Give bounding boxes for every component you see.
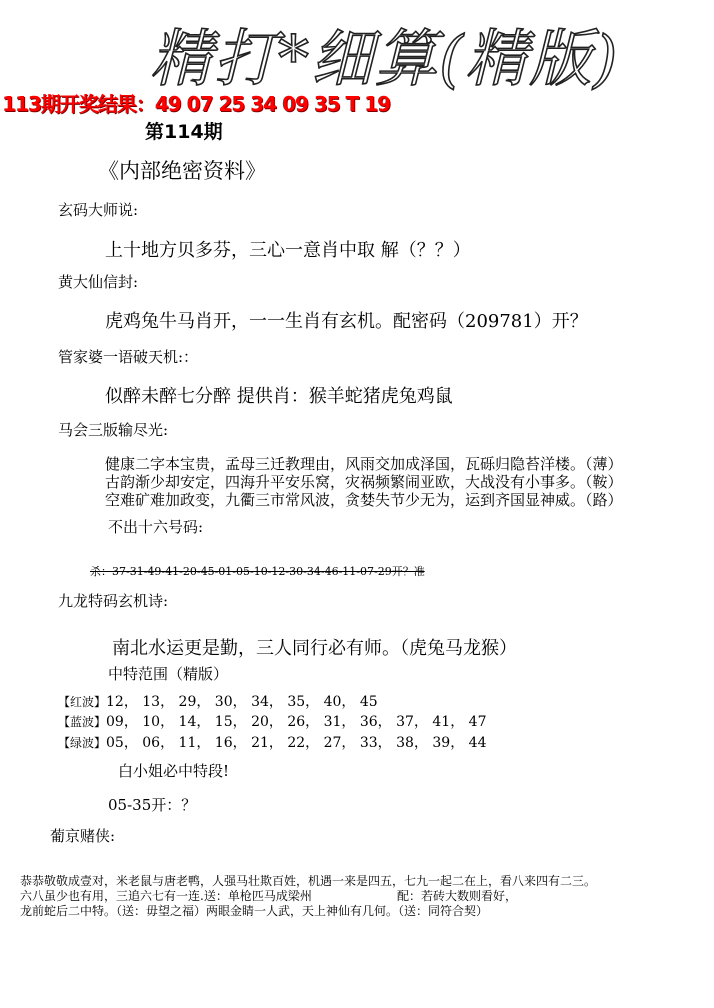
- aomen-label: 葡京赌侠:: [50, 827, 116, 845]
- jiulong-poem: 南北水运更是勤，三人同行必有师。（虎兔马龙猴）: [112, 638, 517, 659]
- wave-tag: 【红波】: [58, 695, 107, 709]
- aomen-line: 六八虽少也有用，三追六七有一连.送：单枪匹马成梁州: [20, 889, 312, 903]
- kill-numbers: 杀：37-31-49-41-20-45-01-05-10-12-30-34-46-11-07-29开？准: [90, 565, 425, 578]
- mahui-line: 古韵渐少却安定，四海升平安乐窝，灾祸频繁闹亚欧，大战没有小事多。（鞍）: [105, 473, 623, 491]
- wave-numbers: 09， 10， 14， 15， 20， 26， 31， 36， 37， 41， 47: [106, 714, 487, 730]
- issue-number: 第114期: [145, 121, 223, 143]
- wave-tag: 【绿波】: [58, 736, 107, 750]
- huang-label: 黄大仙信封:: [58, 273, 139, 291]
- wave-numbers: 05， 06， 11， 16， 21， 22， 27， 33， 38， 39， 44: [106, 735, 487, 751]
- banner-title: [150, 8, 620, 98]
- wave-tag: 【蓝波】: [58, 715, 107, 729]
- mahui-label: 马会三版输尽光:: [58, 421, 169, 439]
- not-out-label: 不出十六号码:: [108, 518, 204, 536]
- aomen-line: 配：若砖大数则看好，: [397, 889, 518, 903]
- mahui-line: 空难矿难加政变，九衢三市常风波，贪婪失节少无为，运到齐国显神威。（路）: [105, 491, 623, 509]
- range-label: 中特范围（精版）: [108, 665, 229, 683]
- jiulong-label: 九龙特码玄机诗:: [58, 592, 169, 610]
- mahui-line: 健康二字本宝贵，孟母三迁教理由，风雨交加成泽国，瓦砾归隐苔洋楼。（薄）: [105, 455, 623, 473]
- wave-row-green: [58, 732, 486, 752]
- huang-text: 虎鸡兔牛马肖开，一一生肖有玄机。配密码（209781）开？: [105, 311, 588, 332]
- guanjia-label: 管家婆一语破天机:：: [58, 348, 199, 366]
- white-lady-text: 白小姐必中特段!: [118, 762, 230, 780]
- aomen-line: 龙前蛇后二中特。（送：毋望之福）两眼金睛一人武，天上神仙有几何。（送：同符合契）: [20, 904, 489, 918]
- draw-result: 113期开奖结果：49 07 25 34 09 35 T 19: [2, 92, 390, 116]
- master-label: 玄码大师说:: [58, 201, 139, 219]
- master-text: 上十地方贝多芬，三心一意肖中取 解（？？）: [105, 240, 471, 261]
- banner-text: 精打*细算(精版): [150, 22, 620, 95]
- wave-numbers: 12， 13， 29， 30， 34， 35， 40， 45: [106, 694, 378, 710]
- range-open-text: 05-35开：？: [108, 796, 197, 814]
- guanjia-text: 似醉未醉七分醉 提供肖：猴羊蛇猪虎兔鸡鼠: [105, 386, 453, 407]
- aomen-line: 恭恭敬敬成壹对，米老鼠与唐老鸭，人强马壮欺百姓，机遇一来是四五，七九一起二在上，看八来四有二三。: [20, 874, 597, 888]
- wave-row-red: [58, 691, 378, 711]
- wave-row-blue: [58, 711, 486, 731]
- document-title: 《内部绝密资料》: [98, 159, 266, 183]
